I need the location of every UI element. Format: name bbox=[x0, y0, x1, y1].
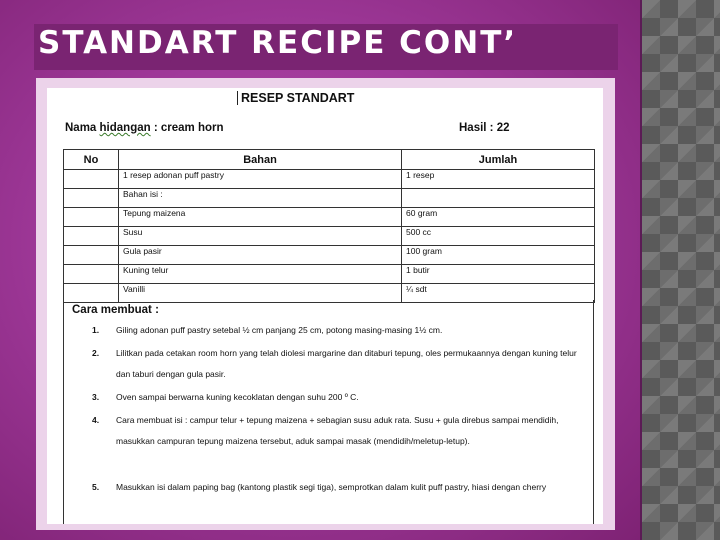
cell-bahan: 1 resep adonan puff pastry bbox=[119, 170, 402, 189]
decorative-pattern-strip bbox=[642, 0, 720, 540]
cell-jumlah bbox=[402, 189, 595, 208]
cell-bahan: Kuning telur bbox=[119, 265, 402, 284]
cell-jumlah: 1 butir bbox=[402, 265, 595, 284]
cell-no bbox=[64, 189, 119, 208]
yield-value: Hasil : 22 bbox=[459, 122, 510, 134]
dish-label: Nama bbox=[65, 122, 97, 134]
step-text: Cara membuat isi : campur telur + tepung maizena + sebagian susu aduk rata. Susu + gula direbus sampai mendidih, masukkan campuran tepung maizena tersebut, aduk sampai masak (mendidih/meletup-letup). bbox=[116, 415, 559, 446]
cell-jumlah: 1 resep bbox=[402, 170, 595, 189]
table-row bbox=[64, 227, 595, 246]
table-header-row bbox=[64, 150, 595, 170]
header-no: No bbox=[64, 150, 119, 170]
step-text: Masukkan isi dalam paping bag (kantong plastik segi tiga), semprotkan dalam kulit puff pastry, hiasi dengan cherry bbox=[116, 482, 547, 492]
document-heading: RESEP STANDART bbox=[237, 91, 354, 105]
cell-bahan: Susu bbox=[119, 227, 402, 246]
cell-bahan: Tepung maizena bbox=[119, 208, 402, 227]
table-row bbox=[64, 246, 595, 265]
cell-no bbox=[64, 170, 119, 189]
header-bahan: Bahan bbox=[119, 150, 402, 170]
step-number: 4. bbox=[92, 415, 100, 425]
cell-bahan: Bahan isi : bbox=[119, 189, 402, 208]
cell-jumlah: 500 cc bbox=[402, 227, 595, 246]
table-row bbox=[64, 189, 595, 208]
cell-jumlah: ¼ sdt bbox=[402, 284, 595, 303]
dish-value: : cream horn bbox=[153, 122, 224, 134]
header-jumlah: Jumlah bbox=[402, 150, 595, 170]
slide-title: STANDART RECIPE CONT’ bbox=[38, 25, 518, 61]
ingredients-table bbox=[63, 149, 595, 303]
cell-jumlah: 60 gram bbox=[402, 208, 595, 227]
cell-no bbox=[64, 227, 119, 246]
step-number: 2. bbox=[92, 348, 100, 358]
step-text: Giling adonan puff pastry setebal ½ cm panjang 25 cm, potong masing-masing 1½ cm. bbox=[116, 325, 443, 335]
cell-bahan: Vanilli bbox=[119, 284, 402, 303]
step-number: 5. bbox=[92, 482, 100, 492]
step-text: Lilitkan pada cetakan room horn yang telah diolesi margarine dan ditaburi tepung, oles permukaannya dengan kuning telur dan taburi dengan gula pasir. bbox=[116, 348, 577, 379]
cell-jumlah: 100 gram bbox=[402, 246, 595, 265]
method-section bbox=[63, 300, 594, 524]
dish-name-line bbox=[65, 122, 224, 134]
step-text: Oven sampai berwarna kuning kecoklatan dengan suhu 200 º C. bbox=[116, 392, 359, 402]
cell-no bbox=[64, 246, 119, 265]
table-row bbox=[64, 208, 595, 227]
step-number: 1. bbox=[92, 325, 100, 335]
method-title: Cara membuat : bbox=[72, 304, 159, 316]
cell-no bbox=[64, 265, 119, 284]
step-number: 3. bbox=[92, 392, 100, 402]
recipe-document bbox=[47, 88, 603, 524]
cell-bahan: Gula pasir bbox=[119, 246, 402, 265]
table-row bbox=[64, 265, 595, 284]
cell-no bbox=[64, 208, 119, 227]
dish-label-spellcheck: hidangan bbox=[99, 122, 151, 134]
table-row bbox=[64, 170, 595, 189]
